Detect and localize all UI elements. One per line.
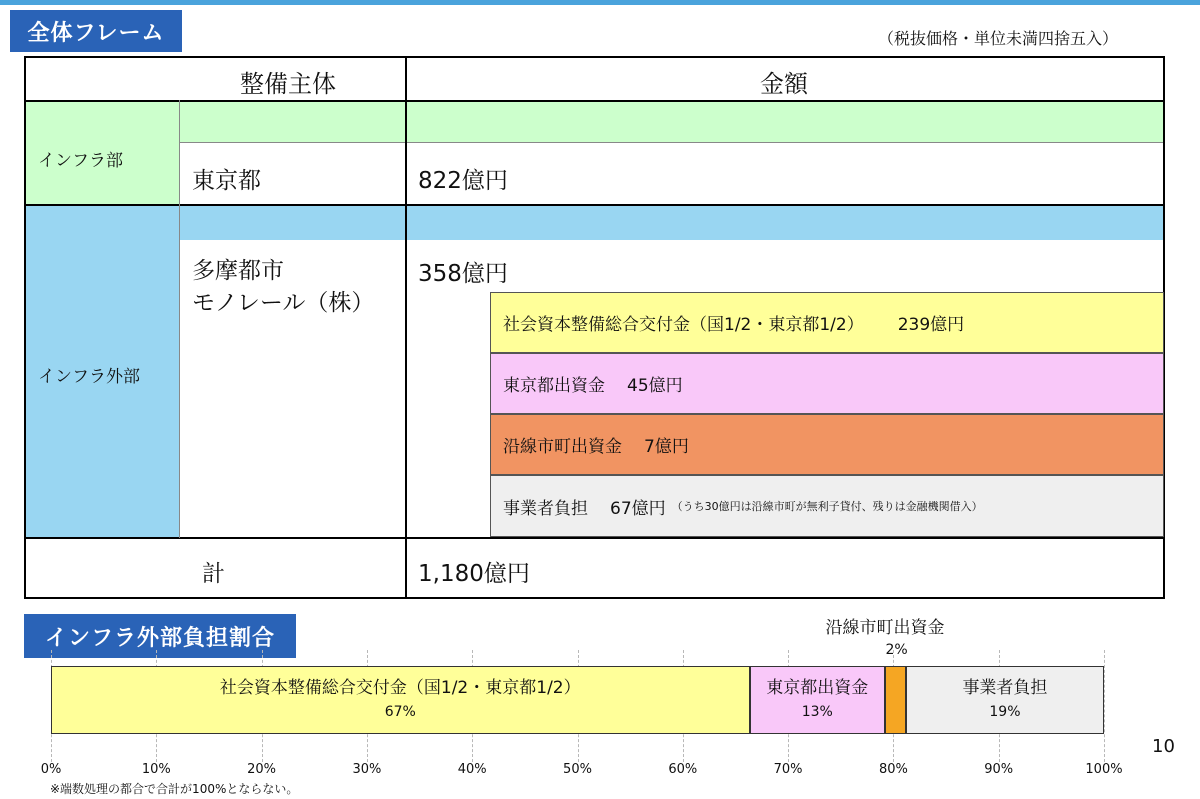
fund-row-municipal <box>490 414 1164 475</box>
fund-amount: 67億円 <box>610 498 666 519</box>
fund-amount: 239億円 <box>897 315 965 335</box>
col-header-amount: 金額 <box>760 70 808 98</box>
chart-bar-segment <box>885 666 906 734</box>
chart-tick-label: 80% <box>878 762 908 777</box>
footnote: ※端数処理の都合で合計が100%とならない。 <box>50 782 299 796</box>
table-border-bottom <box>24 597 1165 599</box>
infra-outer-entity-line2: モノレール（株） <box>192 290 375 316</box>
chart-tick-label: 0% <box>40 762 62 777</box>
infra-entity-cell <box>180 143 1164 205</box>
chart-tick-label: 20% <box>247 762 277 777</box>
top-accent-bar <box>0 0 1200 5</box>
table-column-divider <box>405 56 407 599</box>
table-border-top <box>24 56 1165 58</box>
chart-segment-label: 社会資本整備総合交付金（国1/2・東京都1/2） 67% <box>219 678 581 720</box>
chart-tick-label: 90% <box>984 762 1014 777</box>
chart-callout-value: 2% <box>885 642 908 658</box>
total-label: 計 <box>202 561 225 587</box>
infra-outer-amount: 358億円 <box>418 261 508 287</box>
infra-row-divider <box>24 204 1165 206</box>
table-entity-divider <box>179 100 180 538</box>
infra-group-label: インフラ部 <box>38 151 123 171</box>
chart-callout-label: 沿線市町出資金 <box>825 618 945 638</box>
fund-label: 事業者負担 <box>503 498 588 519</box>
total-amount: 1,180億円 <box>418 561 530 587</box>
section-heading-share: インフラ外部負担割合 <box>24 614 296 658</box>
chart-segment-label: 東京都出資金 13% <box>766 678 869 720</box>
table-header-divider <box>24 100 1165 102</box>
infra-outer-group-label: インフラ外部 <box>38 367 140 387</box>
chart-tick-label: 40% <box>457 762 487 777</box>
infra-outer-subheader-bg <box>180 206 1164 240</box>
chart-tick-label: 60% <box>668 762 698 777</box>
chart-tick-label: 50% <box>563 762 592 777</box>
section-heading-framework: 全体フレーム <box>10 10 182 52</box>
infra-entity-divider <box>180 142 1165 143</box>
chart-tick-label: 30% <box>352 762 382 777</box>
fund-label: 社会資本整備総合交付金（国1/2・東京都1/2） <box>503 315 864 335</box>
fund-amount: 7億円 <box>644 437 689 457</box>
infra-outer-entity-line1: 多摩都市 <box>192 258 284 284</box>
price-note: （税抜価格・単位未満四捨五入） <box>878 29 1119 48</box>
infra-amount: 822億円 <box>418 168 508 194</box>
page-number: 10 <box>1152 736 1175 757</box>
fund-label: 沿線市町出資金 <box>503 437 622 457</box>
fund-row-operator <box>490 475 1164 537</box>
chart-tick-label: 70% <box>773 762 803 777</box>
chart-tick-label: 100% <box>1085 762 1123 777</box>
fund-label: 東京都出資金 <box>503 376 605 396</box>
col-header-entity: 整備主体 <box>240 70 336 98</box>
infra-entity: 東京都 <box>192 168 261 194</box>
chart-tick-label: 10% <box>141 762 171 777</box>
fund-row-tokyo <box>490 353 1164 414</box>
fund-note: （うち30億円は沿線市町が無利子貸付、残りは金融機関借入） <box>671 500 983 513</box>
chart-gridline <box>1104 650 1105 762</box>
fund-amount: 45億円 <box>627 376 683 396</box>
fund-row-subsidy <box>490 292 1164 353</box>
total-row-divider <box>24 537 1165 539</box>
chart-segment-label: 事業者負担 19% <box>962 678 1048 720</box>
table-border-left <box>24 56 26 599</box>
